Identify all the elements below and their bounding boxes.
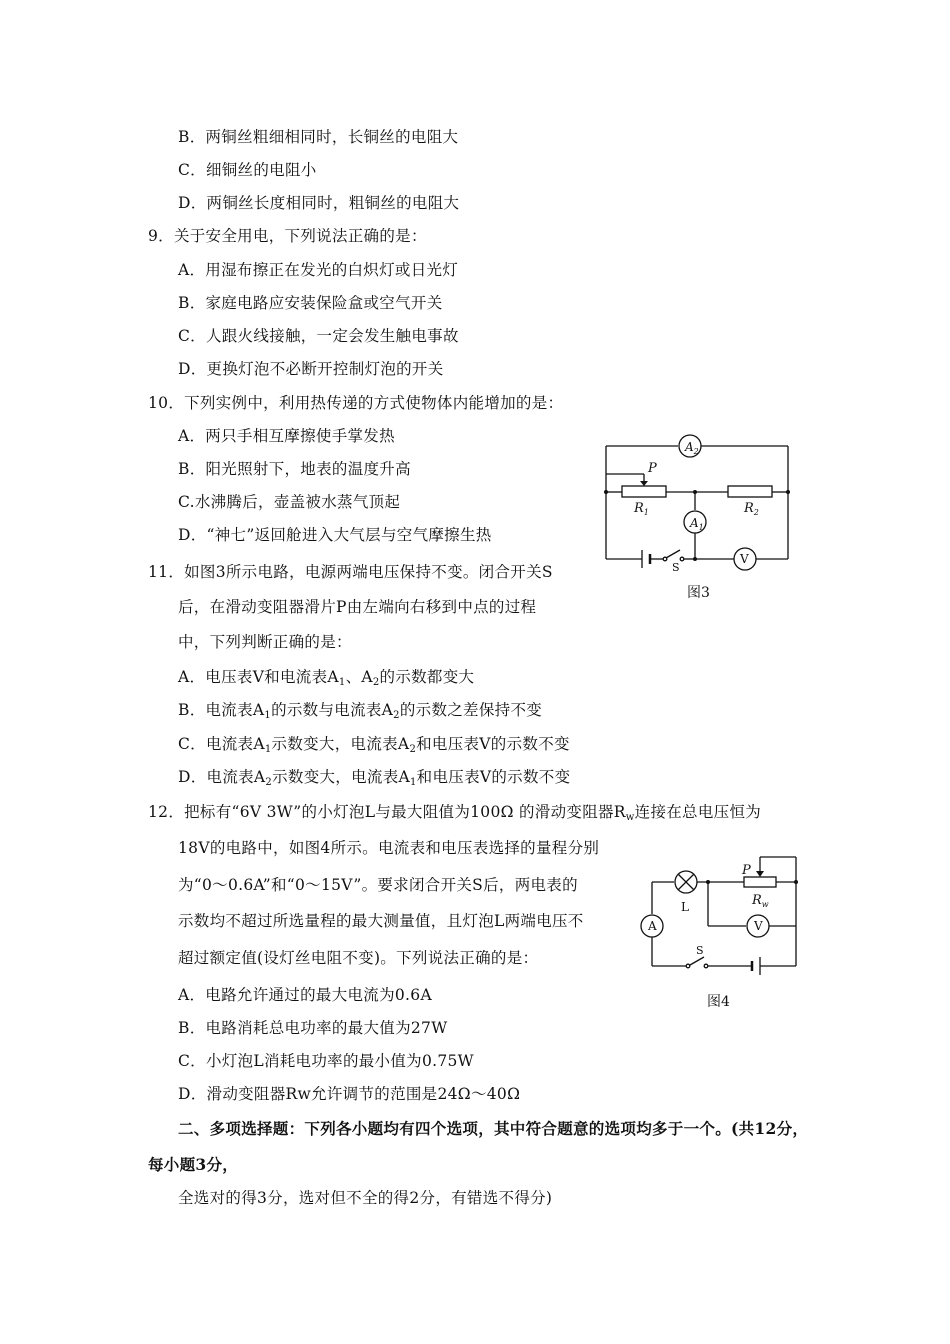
fig3-label-v: V (740, 552, 749, 566)
switch-s (690, 957, 704, 965)
q8-option-d: D．两铜丝长度相同时，粗铜丝的电阻大 (178, 194, 460, 212)
fig4-label-rw: $R_w$ (752, 893, 769, 909)
q11-option-b: B．电流表$A_1$的示数与电流表$A_2$的示数之差保持不变 (178, 701, 543, 721)
resistor-r1 (622, 486, 666, 497)
rheostat-rw (744, 877, 776, 887)
fig3-label-p: P (648, 461, 657, 476)
q10-option-a: A．两只手相互摩擦使手掌发热 (178, 427, 395, 445)
q11-stem-line2: 后，在滑动变阻器滑片P由左端向右移到中点的过程 (178, 598, 537, 616)
fig4-label-v: V (754, 919, 763, 933)
fig3-label-r2: $R_2$ (744, 501, 759, 517)
fig3-label-r1: $R_1$ (634, 501, 649, 517)
q8-option-c: C．细铜丝的电阻小 (178, 161, 317, 179)
section2-heading-line3: 全选对的得3分，选对但不全的得2分，有错选不得分) (178, 1189, 553, 1207)
q8-option-b: B．两铜丝粗细相同时，长铜丝的电阻大 (178, 128, 459, 146)
q12-option-b: B．电路消耗总电功率的最大值为27W (178, 1019, 448, 1037)
q12-option-c: C．小灯泡L消耗电功率的最小值为0.75W (178, 1052, 474, 1070)
q9-option-c: C．人跟火线接触，一定会发生触电事故 (178, 327, 459, 345)
q10-stem: 10．下列实例中，利用热传递的方式使物体内能增加的是： (148, 394, 564, 412)
q12-option-a: A．电路允许通过的最大电流为0.6A (178, 986, 432, 1004)
q9-option-b: B．家庭电路应安装保险盒或空气开关 (178, 294, 443, 312)
fig3-label-s: S (672, 561, 680, 572)
q12-stem-line5: 超过额定值(设灯丝电阻不变)。下列说法正确的是： (178, 949, 539, 967)
fig3-label-a1: $A_1$ (690, 516, 704, 532)
fig4-label-p: P (742, 863, 751, 878)
q11-stem-line3: 中，下列判断正确的是： (178, 633, 352, 651)
q9-stem: 9．关于安全用电，下列说法正确的是： (148, 227, 427, 245)
resistor-r2 (728, 486, 772, 497)
switch-s (666, 550, 680, 558)
q10-option-d: D．“神七”返回舱进入大气层与空气摩擦生热 (178, 526, 492, 544)
section2-heading-line1: 二、多项选择题：下列各小题均有四个选项，其中符合题意的选项均多于一个。(共12分， (178, 1119, 809, 1138)
q11-option-a: A．电压表V和电流表$A_1$、$A_2$的示数都变大 (178, 668, 475, 688)
fig4-label-a: A (648, 919, 657, 933)
q12-stem-line4: 示数均不超过所选量程的最大测量值，且灯泡L两端电压不 (178, 912, 584, 930)
fig3-caption: 图3 (687, 585, 710, 601)
q12-option-d: D．滑动变阻器Rw允许调节的范围是24Ω～40Ω (178, 1085, 521, 1103)
q11-option-c: C．电流表$A_1$示数变大，电流表$A_2$和电压表V的示数不变 (178, 735, 570, 755)
fig4-label-l: L (681, 900, 689, 914)
fig4-caption: 图4 (707, 994, 730, 1010)
q9-option-a: A．用湿布擦正在发光的白炽灯或日光灯 (178, 261, 459, 279)
q10-option-b: B．阳光照射下，地表的温度升高 (178, 460, 411, 478)
circuit-diagram-fig4 (634, 850, 806, 975)
fig4-label-s: S (696, 944, 704, 957)
q11-option-d: D．电流表$A_2$示数变大，电流表$A_1$和电压表V的示数不变 (178, 768, 571, 788)
fig3-label-a2: $A_2$ (685, 440, 699, 456)
q12-stem-line1: 12．把标有“6V 3W”的小灯泡L与最大阻值为100Ω 的滑动变阻器$R_w$连接在总电压恒为 (148, 803, 762, 823)
circuit-diagram-fig3 (598, 432, 798, 572)
section2-heading-line2: 每小题3分， (148, 1155, 239, 1174)
q12-stem-line2: 18V的电路中，如图4所示。电流表和电压表选择的量程分别 (178, 839, 600, 857)
q9-option-d: D．更换灯泡不必断开控制灯泡的开关 (178, 360, 444, 378)
q10-option-c: C.水沸腾后，壶盖被水蒸气顶起 (178, 493, 401, 511)
q11-stem-line1: 11．如图3所示电路，电源两端电压保持不变。闭合开关S (148, 563, 553, 581)
q12-stem-line3: 为“0～0.6A”和“0～15V”。要求闭合开关S后，两电表的 (178, 876, 578, 894)
